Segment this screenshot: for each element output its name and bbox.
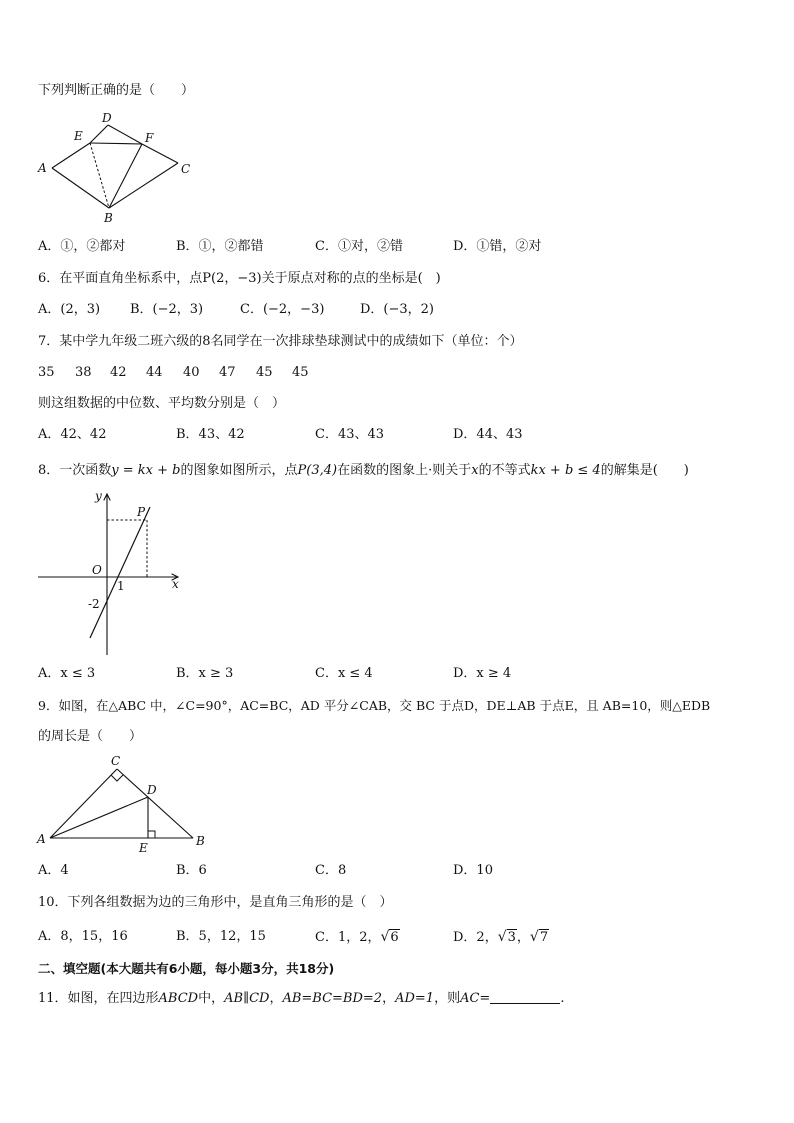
q5-option-b[interactable]: B．①，②都错	[176, 239, 264, 254]
label-F: F	[145, 131, 154, 145]
q10-option-b[interactable]: B．5，12，15	[176, 929, 266, 944]
right-angle-mark-C	[111, 775, 123, 781]
q8-stem-part: 8．一次函数	[38, 463, 112, 478]
label-P: P	[137, 505, 146, 519]
q7-option-d[interactable]: D．44、43	[453, 427, 523, 442]
label-E: E	[74, 129, 83, 143]
label-C: C	[111, 754, 121, 768]
q9-option-b[interactable]: B．6	[176, 863, 207, 878]
section-heading: 二、填空题(本大题共有6小题，每小题3分，共18分)	[38, 961, 335, 976]
q11-part: .	[560, 991, 565, 1006]
q8-option-c[interactable]: C．x ≤ 4	[315, 666, 373, 681]
q11-part: 中，	[198, 991, 225, 1006]
label-E: E	[139, 841, 148, 855]
q8-option-d[interactable]: D．x ≥ 4	[453, 666, 512, 681]
q10-option-a[interactable]: A．8，15，16	[38, 929, 128, 944]
answer-blank[interactable]	[490, 991, 560, 1004]
q10-option-c-text: C．1，2，	[315, 930, 381, 945]
q8-option-a[interactable]: A．x ≤ 3	[38, 666, 96, 681]
sqrt-icon: √	[497, 929, 507, 945]
q5-option-a[interactable]: A．①，②都对	[38, 239, 126, 254]
sqrt-icon: √	[529, 929, 539, 945]
q11-part: ，	[269, 991, 283, 1006]
sqrt-radicand: 3	[507, 930, 516, 945]
q7-question: 则这组数据的中位数、平均数分别是（ ）	[38, 396, 286, 411]
q8-point: P(3,4)	[297, 463, 338, 478]
q11-quad: ABCD	[158, 991, 199, 1006]
label-D: D	[147, 783, 157, 797]
q11-part: ，则	[434, 991, 461, 1006]
label-D: D	[102, 111, 112, 125]
q7-score: 44	[146, 365, 163, 380]
q5-option-c[interactable]: C．①对，②错	[315, 239, 403, 254]
label-B: B	[196, 834, 205, 848]
q7-score: 35	[38, 365, 55, 380]
q6-option-d[interactable]: D．(−3，2)	[360, 302, 435, 317]
q8-inequality: kx + b ≤ 4	[530, 463, 601, 478]
q10-stem: 10．下列各组数据为边的三角形中，是直角三角形的是（ ）	[38, 895, 393, 910]
q8-stem-part: 的图象如图所示，点	[180, 463, 298, 478]
q6-option-b[interactable]: B．(−2，3)	[130, 302, 204, 317]
right-angle-mark-E	[148, 831, 155, 838]
q7-score: 45	[292, 365, 309, 380]
sqrt-icon: √	[380, 929, 390, 945]
q6-option-a[interactable]: A．(2，3)	[38, 302, 101, 317]
q7-option-c[interactable]: C．43、43	[315, 427, 385, 442]
q11-stem	[38, 991, 564, 1005]
separator: ，	[516, 930, 530, 945]
q11-cond: AB=BC=BD=2	[282, 991, 383, 1006]
label-minus-2: -2	[88, 597, 100, 611]
q9-stem: 9．如图，在△ABC 中，∠C=90°，AC=BC，AD 平分∠CAB，交 BC 于点D，DE⊥AB 于点E，且 AB=10，则△EDB	[38, 698, 711, 713]
q7-score: 47	[219, 365, 236, 380]
q8-var: x	[471, 463, 479, 478]
q5-option-d[interactable]: D．①错，②对	[453, 239, 542, 254]
label-1: 1	[117, 579, 125, 593]
q10-option-d[interactable]	[453, 930, 549, 944]
q9-option-a[interactable]: A．4	[38, 863, 69, 878]
sqrt-radicand: 6	[390, 930, 399, 945]
q8-stem-part: 在函数的图象上·则关于	[337, 463, 472, 478]
q11-ask: AC=	[460, 991, 491, 1006]
q8-option-b[interactable]: B．x ≥ 3	[176, 666, 234, 681]
q11-cond: AB∥CD	[224, 991, 270, 1006]
q9-option-d[interactable]: D．10	[453, 863, 493, 878]
label-x: x	[172, 577, 179, 591]
label-O: O	[92, 563, 102, 577]
label-A: A	[38, 161, 47, 175]
label-y: y	[95, 489, 102, 503]
q11-cond: AD=1	[395, 991, 435, 1006]
q11-part: 11．如图，在四边形	[38, 991, 159, 1006]
q9-stem: 的周长是（ ）	[38, 729, 143, 744]
q11-part: ，	[382, 991, 396, 1006]
q9-option-c[interactable]: C．8	[315, 863, 347, 878]
label-B: B	[104, 211, 113, 225]
q8-stem-part: 的解集是( )	[600, 463, 689, 478]
q7-score: 42	[110, 365, 127, 380]
label-C: C	[181, 162, 191, 176]
sqrt-radicand: 7	[539, 930, 549, 945]
q6-stem: 6．在平面直角坐标系中，点P(2，−3)关于原点对称的点的坐标是( )	[38, 271, 441, 286]
q7-option-a[interactable]: A．42、42	[38, 427, 107, 442]
q6-option-c[interactable]: C．(−2，−3)	[240, 302, 325, 317]
q8-stem-part: 的不等式	[478, 463, 531, 478]
q7-stem: 7．某中学九年级二班六级的8名同学在一次排球垫球测试中的成绩如下（单位：个）	[38, 334, 523, 349]
q10-option-c[interactable]	[315, 930, 400, 944]
q10-option-d-text: D．2，	[453, 930, 498, 945]
q8-formula: y = kx + b	[111, 463, 181, 478]
q5-stem: 下列判断正确的是（ ）	[38, 83, 195, 98]
q7-score: 45	[256, 365, 273, 380]
label-A: A	[37, 832, 46, 846]
q7-score: 38	[75, 365, 92, 380]
q7-score: 40	[183, 365, 200, 380]
q7-option-b[interactable]: B．43、42	[176, 427, 245, 442]
